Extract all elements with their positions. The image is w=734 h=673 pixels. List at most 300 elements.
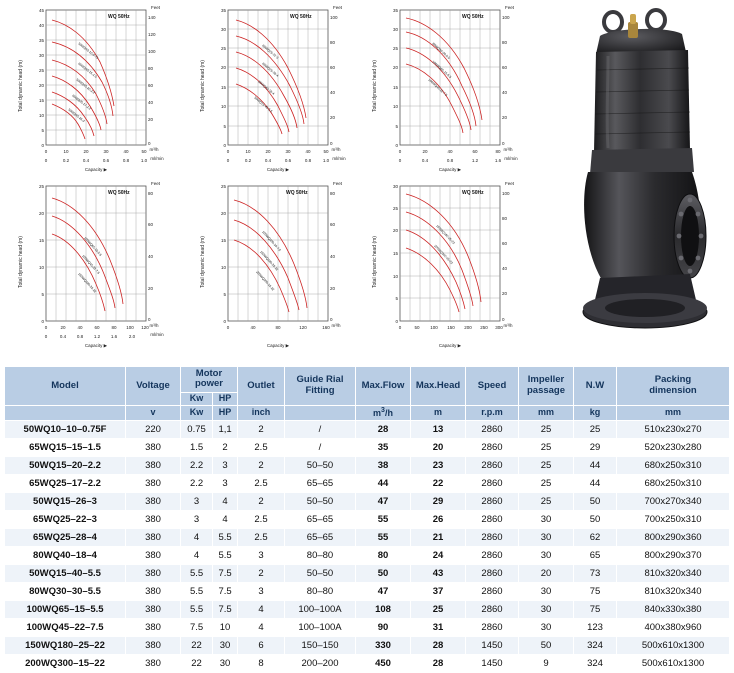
cell-outlet: 8 (238, 654, 285, 672)
svg-text:100WQ45-22-7.5: 100WQ45-22-7.5 (81, 253, 101, 275)
th-impeller-line1: Impeller (527, 374, 565, 386)
svg-text:0: 0 (223, 143, 226, 148)
cell-max-flow: 35 (356, 438, 411, 456)
svg-text:100: 100 (502, 15, 510, 20)
svg-text:m³/h: m³/h (331, 147, 341, 152)
cell-model: 80WQ40–18–4 (5, 546, 126, 564)
cell-impeller-passage: 9 (519, 654, 574, 672)
cell-max-head: 28 (411, 654, 466, 672)
svg-text:Total dynamic head (m): Total dynamic head (m) (200, 236, 206, 288)
table-row (5, 528, 730, 546)
svg-text:0.4: 0.4 (421, 158, 429, 163)
cell-hp: 4 (213, 510, 238, 528)
th-speed: Speed (466, 367, 519, 406)
cell-max-flow: 28 (356, 420, 411, 438)
svg-text:0.6: 0.6 (284, 158, 292, 163)
svg-text:100: 100 (126, 325, 134, 330)
cell-packing-dimension: 520x230x280 (617, 438, 730, 456)
svg-text:0: 0 (395, 143, 398, 148)
cell-impeller-passage: 30 (519, 582, 574, 600)
svg-text:40: 40 (502, 266, 508, 271)
cell-outlet: 6 (238, 636, 285, 654)
svg-text:10: 10 (220, 265, 226, 270)
unit-max-head: m (411, 405, 466, 420)
svg-text:0.8: 0.8 (304, 158, 312, 163)
svg-text:10: 10 (392, 104, 398, 109)
svg-text:0: 0 (502, 141, 505, 146)
svg-text:20: 20 (392, 65, 398, 70)
cell-speed: 2860 (466, 420, 519, 438)
unit-voltage: v (126, 405, 181, 420)
svg-text:120: 120 (299, 325, 307, 330)
cell-outlet: 3 (238, 582, 285, 600)
svg-text:80: 80 (495, 149, 501, 154)
svg-text:50: 50 (141, 149, 147, 154)
svg-text:60: 60 (94, 325, 100, 330)
svg-text:15: 15 (392, 251, 398, 256)
unit-kw: Kw (181, 405, 213, 420)
table-unit-row (5, 405, 730, 420)
cell-max-flow: 80 (356, 546, 411, 564)
cell-kw: 5.5 (181, 564, 213, 582)
cell-hp: 3 (213, 456, 238, 474)
svg-text:200: 200 (464, 325, 472, 330)
svg-text:10: 10 (63, 149, 69, 154)
cell-model: 100WQ65–15–5.5 (5, 600, 126, 618)
svg-text:15: 15 (392, 85, 398, 90)
cell-voltage: 380 (126, 492, 181, 510)
svg-text:30: 30 (103, 149, 109, 154)
svg-text:20: 20 (330, 115, 336, 120)
svg-text:5: 5 (395, 296, 398, 301)
svg-text:5: 5 (223, 124, 226, 129)
cell-max-head: 21 (411, 528, 466, 546)
svg-text:0.4: 0.4 (59, 334, 67, 339)
svg-text:Feet: Feet (505, 181, 515, 186)
svg-text:5: 5 (41, 128, 44, 133)
svg-text:0.8: 0.8 (76, 334, 84, 339)
cell-speed: 2860 (466, 582, 519, 600)
cell-outlet: 2.5 (238, 510, 285, 528)
svg-text:25: 25 (38, 68, 44, 73)
svg-text:1.2: 1.2 (471, 158, 479, 163)
svg-text:10: 10 (220, 104, 226, 109)
chart-6 (362, 178, 534, 350)
th-max-flow: Max.Flow (356, 367, 411, 406)
svg-text:50: 50 (414, 325, 420, 330)
table-body (5, 420, 730, 672)
svg-text:10: 10 (392, 274, 398, 279)
svg-text:60: 60 (502, 241, 508, 246)
cell-max-flow: 90 (356, 618, 411, 636)
cell-impeller-passage: 30 (519, 510, 574, 528)
cell-speed: 2860 (466, 438, 519, 456)
svg-text:m³/h: m³/h (149, 323, 159, 328)
svg-text:300: 300 (495, 325, 503, 330)
cell-kw: 1.5 (181, 438, 213, 456)
svg-text:50WQ15-40-5.5: 50WQ15-40-5.5 (253, 95, 274, 114)
cell-speed: 2860 (466, 474, 519, 492)
cell-packing-dimension: 800x290x370 (617, 546, 730, 564)
svg-text:Feet: Feet (333, 5, 343, 10)
cell-net-weight: 29 (574, 438, 617, 456)
cell-model: 65WQ15–15–1.5 (5, 438, 126, 456)
svg-text:100WQ100-10-7.5: 100WQ100-10-7.5 (261, 229, 282, 253)
th-packing-line2: dimension (649, 384, 697, 396)
svg-text:250: 250 (480, 325, 488, 330)
svg-text:65WQ25-17-2.2: 65WQ25-17-2.2 (71, 93, 92, 111)
svg-text:50WQ15-20-2.2: 50WQ15-20-2.2 (75, 77, 96, 95)
svg-text:20: 20 (220, 65, 226, 70)
svg-text:100: 100 (502, 191, 510, 196)
svg-text:25: 25 (392, 206, 398, 211)
cell-voltage: 380 (126, 528, 181, 546)
cell-net-weight: 62 (574, 528, 617, 546)
unit-packing: mm (617, 405, 730, 420)
cell-hp: 7.5 (213, 582, 238, 600)
svg-text:40: 40 (38, 23, 44, 28)
svg-text:2.0: 2.0 (128, 334, 136, 339)
cell-max-flow: 47 (356, 582, 411, 600)
svg-text:0: 0 (502, 317, 505, 322)
svg-text:0: 0 (330, 141, 333, 146)
cell-net-weight: 65 (574, 546, 617, 564)
unit-hp: HP (213, 405, 238, 420)
svg-text:0: 0 (44, 334, 48, 339)
svg-text:20: 20 (83, 149, 89, 154)
cell-outlet: 3 (238, 546, 285, 564)
cell-hp: 30 (213, 636, 238, 654)
table-header-row (5, 367, 730, 393)
cell-packing-dimension: 700x250x310 (617, 510, 730, 528)
svg-text:20: 20 (392, 228, 398, 233)
table-row (5, 438, 730, 456)
cell-impeller-passage: 25 (519, 492, 574, 510)
cell-max-head: 24 (411, 546, 466, 564)
cell-speed: 2860 (466, 456, 519, 474)
svg-text:Feet: Feet (151, 5, 161, 10)
cell-outlet: 4 (238, 600, 285, 618)
svg-text:80WQ30-30-5.5: 80WQ30-30-5.5 (431, 41, 451, 60)
svg-text:30: 30 (392, 27, 398, 32)
chart-2 (190, 2, 362, 174)
cell-guide-rail: 50–50 (285, 456, 356, 474)
svg-text:80: 80 (502, 40, 508, 45)
svg-text:150: 150 (447, 325, 455, 330)
svg-text:40: 40 (305, 149, 311, 154)
svg-text:20: 20 (265, 149, 271, 154)
svg-text:20: 20 (502, 115, 508, 120)
svg-text:1.6: 1.6 (110, 334, 118, 339)
cell-impeller-passage: 30 (519, 546, 574, 564)
cell-max-flow: 108 (356, 600, 411, 618)
svg-text:m³/h: m³/h (149, 147, 159, 152)
cell-net-weight: 73 (574, 564, 617, 582)
svg-text:30: 30 (220, 27, 226, 32)
svg-text:40: 40 (148, 100, 154, 105)
svg-text:150WQ180-25-22: 150WQ180-25-22 (435, 223, 456, 245)
cell-hp: 5.5 (213, 546, 238, 564)
cell-net-weight: 50 (574, 492, 617, 510)
cell-hp: 7.5 (213, 564, 238, 582)
table-row (5, 510, 730, 528)
cell-voltage: 380 (126, 600, 181, 618)
cell-outlet: 2 (238, 456, 285, 474)
cell-model: 50WQ15–26–3 (5, 492, 126, 510)
th-net-weight: N.W (574, 367, 617, 406)
svg-text:Total dynamic head (m): Total dynamic head (m) (200, 60, 206, 112)
svg-text:25: 25 (38, 184, 44, 189)
svg-text:40: 40 (148, 254, 154, 259)
cell-impeller-passage: 30 (519, 618, 574, 636)
cell-max-flow: 450 (356, 654, 411, 672)
svg-text:80: 80 (330, 40, 336, 45)
cell-guide-rail: / (285, 438, 356, 456)
cell-max-flow: 50 (356, 564, 411, 582)
cell-kw: 2.2 (181, 456, 213, 474)
cell-kw: 3 (181, 492, 213, 510)
cell-outlet: 2.5 (238, 474, 285, 492)
svg-text:Capacity ▶: Capacity ▶ (84, 343, 108, 348)
svg-text:80: 80 (330, 191, 336, 196)
cell-model: 200WQ300–15–22 (5, 654, 126, 672)
cell-outlet: 4 (238, 618, 285, 636)
cell-net-weight: 123 (574, 618, 617, 636)
svg-text:Capacity ▶: Capacity ▶ (266, 167, 290, 172)
svg-text:20: 20 (60, 325, 66, 330)
th-impeller-passage (519, 367, 574, 406)
cell-packing-dimension: 680x250x310 (617, 456, 730, 474)
cell-kw: 7.5 (181, 618, 213, 636)
chart-3 (362, 2, 534, 174)
cell-voltage: 380 (126, 564, 181, 582)
table-row (5, 618, 730, 636)
svg-text:1.0: 1.0 (322, 158, 330, 163)
unit-nw: kg (574, 405, 617, 420)
cell-kw: 5.5 (181, 582, 213, 600)
svg-text:m³/h: m³/h (503, 323, 513, 328)
svg-text:150WQ180-25-22: 150WQ180-25-22 (77, 271, 98, 294)
svg-text:WQ 50Hz: WQ 50Hz (462, 14, 484, 20)
cell-guide-rail: 65–65 (285, 528, 356, 546)
svg-text:15: 15 (38, 238, 44, 243)
cell-voltage: 380 (126, 438, 181, 456)
table-row (5, 546, 730, 564)
cell-voltage: 380 (126, 510, 181, 528)
cell-kw: 0.75 (181, 420, 213, 438)
svg-text:40: 40 (77, 325, 83, 330)
svg-text:WQ 50Hz: WQ 50Hz (108, 14, 130, 20)
svg-text:ml/min: ml/min (150, 332, 164, 337)
svg-text:35: 35 (38, 38, 44, 43)
cell-model: 50WQ15–20–2.2 (5, 456, 126, 474)
cell-max-head: 20 (411, 438, 466, 456)
table-row (5, 582, 730, 600)
svg-text:30: 30 (38, 53, 44, 58)
svg-text:0: 0 (44, 158, 48, 163)
table-row (5, 636, 730, 654)
svg-text:30: 30 (285, 149, 291, 154)
cell-model: 50WQ10–10–0.75F (5, 420, 126, 438)
svg-text:0: 0 (226, 325, 230, 330)
table-row (5, 420, 730, 438)
svg-text:100WQ45-22-7.5: 100WQ45-22-7.5 (427, 77, 449, 98)
svg-text:Capacity ▶: Capacity ▶ (84, 167, 108, 172)
cell-model: 50WQ15–40–5.5 (5, 564, 126, 582)
th-guide-line1: Guide Rial (296, 374, 344, 386)
table-row (5, 564, 730, 582)
svg-text:0.2: 0.2 (244, 158, 252, 163)
cell-net-weight: 50 (574, 510, 617, 528)
cell-outlet: 2 (238, 564, 285, 582)
cell-voltage: 380 (126, 636, 181, 654)
th-guide-line2: Fitting (305, 384, 335, 396)
th-outlet: Outlet (238, 367, 285, 406)
cell-max-flow: 47 (356, 492, 411, 510)
cell-max-head: 23 (411, 456, 466, 474)
svg-text:0: 0 (44, 149, 48, 154)
svg-text:WQ 50Hz: WQ 50Hz (290, 14, 312, 20)
svg-text:65WQ15-15-1.5: 65WQ15-15-1.5 (77, 61, 98, 79)
svg-text:20: 20 (220, 211, 226, 216)
cell-kw: 4 (181, 528, 213, 546)
svg-text:0.4: 0.4 (82, 158, 90, 163)
svg-text:40: 40 (502, 90, 508, 95)
svg-text:WQ 50Hz: WQ 50Hz (286, 190, 308, 196)
svg-text:m³/h: m³/h (331, 323, 341, 328)
svg-text:120: 120 (148, 32, 156, 37)
table-row (5, 456, 730, 474)
svg-text:Total dynamic head (m): Total dynamic head (m) (372, 236, 378, 288)
cell-net-weight: 44 (574, 456, 617, 474)
th-kw: Kw (181, 392, 213, 405)
cell-impeller-passage: 25 (519, 474, 574, 492)
svg-text:40: 40 (330, 90, 336, 95)
cell-outlet: 2.5 (238, 528, 285, 546)
cell-model: 65WQ25–22–3 (5, 510, 126, 528)
svg-text:35: 35 (392, 8, 398, 13)
cell-max-head: 22 (411, 474, 466, 492)
cell-kw: 2.2 (181, 474, 213, 492)
svg-text:25: 25 (220, 46, 226, 51)
cell-packing-dimension: 510x230x270 (617, 420, 730, 438)
svg-text:0.6: 0.6 (102, 158, 110, 163)
svg-text:15: 15 (38, 98, 44, 103)
svg-text:m³/h: m³/h (503, 147, 513, 152)
svg-text:WQ 50Hz: WQ 50Hz (462, 190, 484, 196)
cell-hp: 4 (213, 492, 238, 510)
svg-text:140: 140 (148, 15, 156, 20)
svg-text:80: 80 (275, 325, 281, 330)
cell-packing-dimension: 500x610x1300 (617, 654, 730, 672)
cell-packing-dimension: 500x610x1300 (617, 636, 730, 654)
cell-net-weight: 75 (574, 582, 617, 600)
cell-kw: 3 (181, 510, 213, 528)
svg-text:0.8: 0.8 (446, 158, 454, 163)
cell-max-flow: 38 (356, 456, 411, 474)
svg-text:150WQ180-25-22: 150WQ180-25-22 (259, 249, 280, 272)
svg-text:Capacity ▶: Capacity ▶ (438, 167, 462, 172)
svg-text:Total dynamic head (m): Total dynamic head (m) (18, 60, 24, 112)
cell-speed: 2860 (466, 600, 519, 618)
svg-text:45: 45 (38, 8, 44, 13)
svg-text:25: 25 (220, 184, 226, 189)
cell-kw: 5.5 (181, 600, 213, 618)
svg-text:100WQ65-15-5.5: 100WQ65-15-5.5 (431, 59, 453, 80)
chart-4 (8, 178, 180, 350)
cell-voltage: 380 (126, 618, 181, 636)
specification-table (4, 366, 730, 673)
cell-outlet: 2 (238, 492, 285, 510)
svg-text:50WQ10-10-0.75: 50WQ10-10-0.75 (77, 41, 100, 60)
cell-packing-dimension: 680x250x310 (617, 474, 730, 492)
cell-guide-rail: 100–100A (285, 600, 356, 618)
svg-text:120: 120 (141, 325, 149, 330)
svg-text:80: 80 (111, 325, 117, 330)
svg-text:5: 5 (41, 292, 44, 297)
svg-text:80WQ40-18-4: 80WQ40-18-4 (257, 79, 276, 96)
svg-text:1.0: 1.0 (140, 158, 148, 163)
svg-text:0: 0 (330, 317, 333, 322)
svg-text:Total dynamic head (m): Total dynamic head (m) (372, 60, 378, 112)
svg-text:0.2: 0.2 (62, 158, 70, 163)
cell-net-weight: 25 (574, 420, 617, 438)
unit-model (5, 405, 126, 420)
svg-text:25: 25 (392, 46, 398, 51)
svg-text:5: 5 (395, 124, 398, 129)
cell-impeller-passage: 25 (519, 420, 574, 438)
cell-guide-rail: 50–50 (285, 564, 356, 582)
svg-text:200WQ300-15-22: 200WQ300-15-22 (255, 269, 276, 292)
th-hp: HP (213, 392, 238, 405)
cell-max-head: 25 (411, 600, 466, 618)
svg-text:80: 80 (148, 191, 154, 196)
cell-max-flow: 55 (356, 528, 411, 546)
cell-hp: 3 (213, 474, 238, 492)
cell-kw: 22 (181, 654, 213, 672)
cell-hp: 1,1 (213, 420, 238, 438)
svg-text:15: 15 (220, 85, 226, 90)
cell-net-weight: 44 (574, 474, 617, 492)
th-model: Model (5, 367, 126, 406)
svg-text:0: 0 (41, 319, 44, 324)
svg-text:0: 0 (398, 149, 402, 154)
svg-text:Capacity ▶: Capacity ▶ (266, 343, 290, 348)
cell-max-head: 31 (411, 618, 466, 636)
cell-voltage: 380 (126, 654, 181, 672)
svg-text:65WQ25-22-3: 65WQ25-22-3 (261, 43, 280, 60)
cell-impeller-passage: 25 (519, 438, 574, 456)
svg-text:Feet: Feet (151, 181, 161, 186)
svg-text:0.4: 0.4 (264, 158, 272, 163)
cell-hp: 30 (213, 654, 238, 672)
performance-curves-panel (0, 0, 550, 352)
cell-model: 65WQ25–17–2.2 (5, 474, 126, 492)
svg-text:WQ 50Hz: WQ 50Hz (108, 190, 130, 196)
svg-text:40: 40 (123, 149, 129, 154)
svg-text:60: 60 (330, 65, 336, 70)
product-photo (550, 0, 734, 352)
svg-text:ml/min: ml/min (150, 156, 164, 161)
cell-speed: 2860 (466, 546, 519, 564)
cell-guide-rail: 100–100A (285, 618, 356, 636)
cell-guide-rail: 80–80 (285, 582, 356, 600)
svg-text:ml/min: ml/min (504, 156, 518, 161)
th-max-head: Max.Head (411, 367, 466, 406)
chart-1 (8, 2, 180, 174)
svg-text:0.8: 0.8 (122, 158, 130, 163)
cell-max-head: 37 (411, 582, 466, 600)
